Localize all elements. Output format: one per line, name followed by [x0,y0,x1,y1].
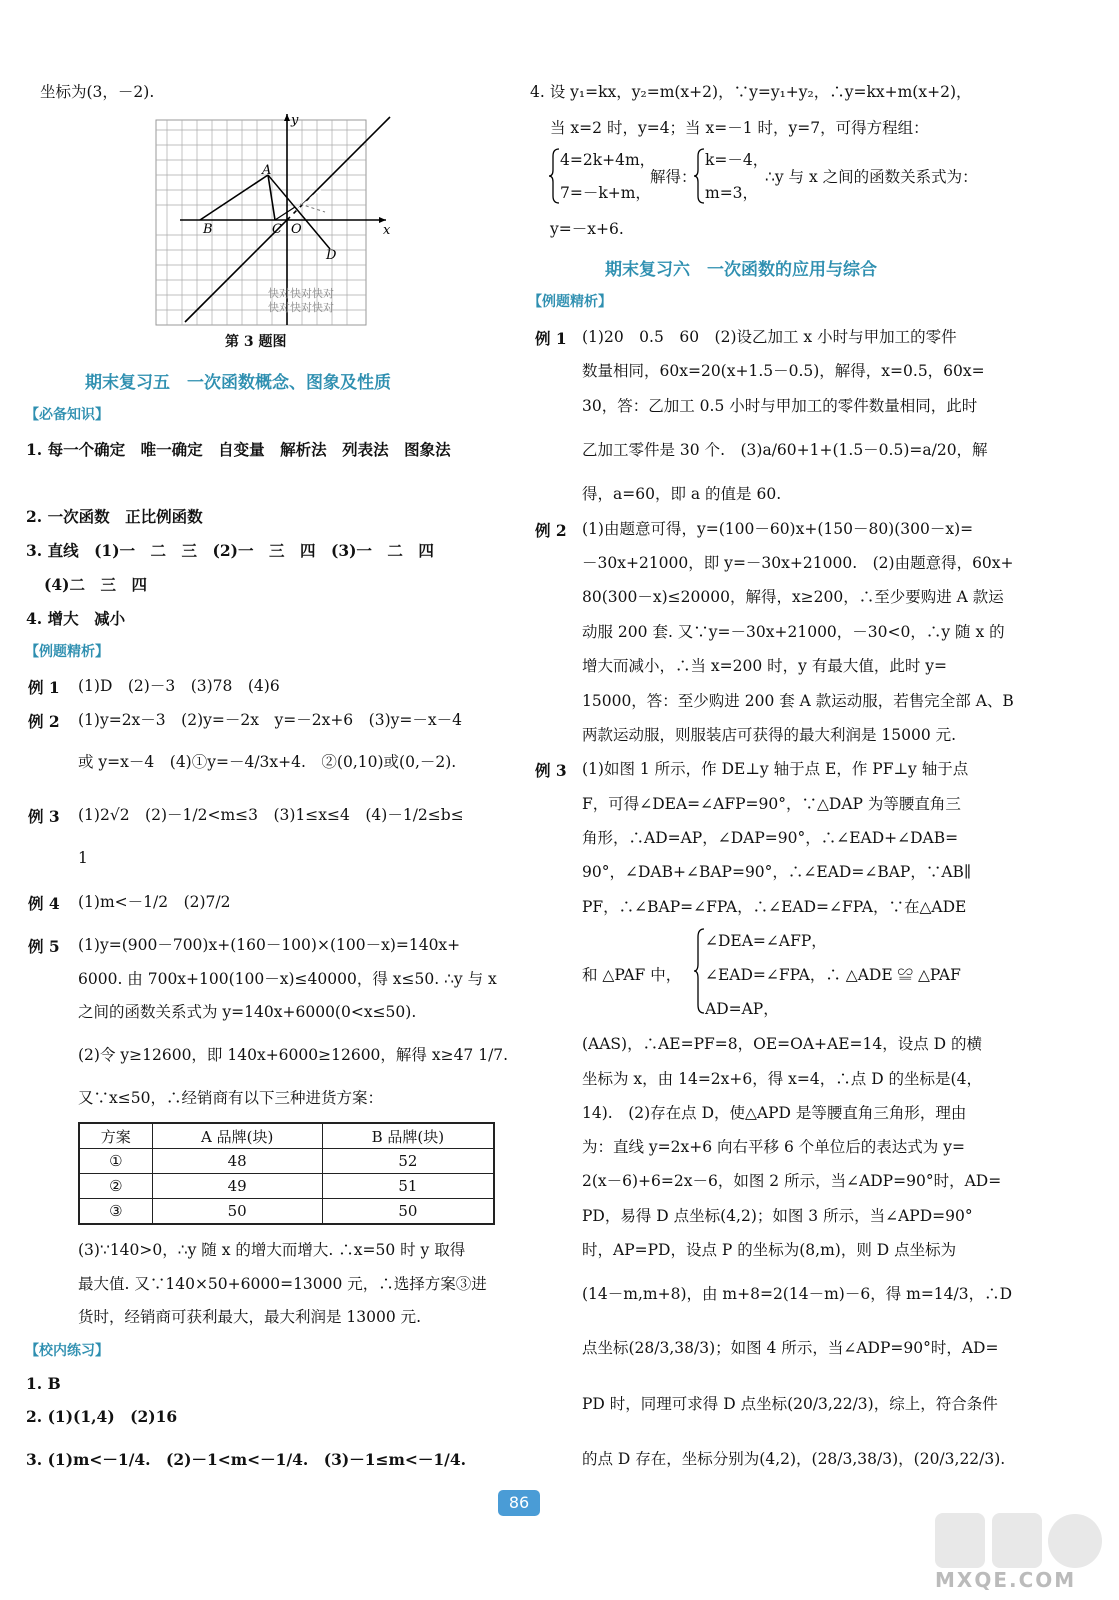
example-label: 例 4 [28,894,60,913]
label-c: C [272,222,282,237]
text-line: 1 [78,849,88,867]
text-line: ∠DEA=∠AFP， [705,932,827,950]
text-line: 又∵x≤50，∴经销商有以下三种进货方案： [78,1089,383,1107]
example-label: 例 1 [535,329,567,348]
table-cell: ③ [79,1199,152,1225]
text-line: 4=2k+4m， [560,151,656,169]
example-label: 例 2 [28,712,60,731]
label-o: O [291,222,302,237]
text-line: (1)D (2)－3 (3)78 (4)6 [78,677,280,695]
coordinate-figure [150,112,400,327]
text-line: 增大而减小，∴当 x=200 时，y 有最大值，此时 y= [582,657,948,675]
text-line: 乙加工零件是 30 个. (3)a/60+1+(1.5－0.5)=a/20，解 [582,441,988,459]
text-line: k=－4， [705,151,769,169]
table-cell: 52 [322,1149,494,1174]
section-tag: 【必备知识】 [25,407,109,423]
text-line: 3. 直线 (1)一 二 三 (2)一 三 四 (3)一 二 四 [26,541,434,560]
text-line: 的点 D 存在，坐标分别为(4,2)，(28/3,38/3)，(20/3,22/3). [582,1450,1006,1468]
text-line: 之间的函数关系式为 y=140x+6000(0<x≤50). [78,1003,417,1021]
plan-table [78,1122,495,1225]
text-line: PF，∴∠BAP=∠FPA，∴∠EAD=∠FPA，∵在△ADE [582,898,967,916]
text-line: 时，AP=PD，设点 P 的坐标为(8,m)，则 D 点坐标为 [582,1241,957,1259]
text-line: 30，答：乙加工 0.5 小时与甲加工的零件数量相同，此时 [582,397,978,415]
text-line: (4)二 三 四 [44,575,147,594]
text-line: 14). (2)存在点 D，使△APD 是等腰直角三角形，理由 [582,1104,967,1122]
text-line: 为：直线 y=2x+6 向右平移 6 个单位后的表达式为 y= [582,1138,965,1156]
text-line: (2)令 y≥12600，即 140x+6000≥12600，解得 x≥47 1/7. [78,1046,509,1064]
text-line: 货时，经销商可获利最大，最大利润是 13000 元. [78,1308,422,1326]
label-x: x [383,223,391,238]
text-line: 80(300－x)≤20000，解得，x≥200，∴至少要购进 A 款运 [582,588,1004,606]
label-a: A [262,163,272,178]
figure-watermark: 快对快对快对 [268,301,334,314]
example-label: 例 2 [535,521,567,540]
text-line: 4. 增大 减小 [26,609,126,628]
text-line: (1)m<－1/2 (2)7/2 [78,893,231,911]
text-line: 1. B [26,1374,61,1393]
table-row [79,1199,494,1225]
text-line: 3. (1)m<－1/4. (2)－1<m<－1/4. (3)－1≤m<－1/4. [26,1450,467,1469]
table-header: A 品牌(块) [152,1123,322,1149]
text-line: 7=－k+m， [560,184,651,202]
table-cell: 51 [322,1174,494,1199]
text-line: 90°，∠DAB+∠BAP=90°，∴∠EAD=∠BAP，∵AB∥ [582,863,972,881]
section-tag: 【校内练习】 [25,1343,109,1359]
label-d: D [326,248,337,263]
table-cell: 50 [152,1199,322,1225]
label-y: y [291,113,299,128]
text-line: 两款运动服，则服装店可获得的最大利润是 15000 元. [582,726,957,744]
brace-icon [693,928,705,1014]
text-line: 点坐标(28/3,38/3)；如图 4 所示，当∠ADP=90°时，AD= [582,1339,999,1357]
table-header: B 品牌(块) [322,1123,494,1149]
text-line: 和 △PAF 中， [582,966,682,984]
text-line: (1)20 0.5 60 (2)设乙加工 x 小时与甲加工的零件 [582,328,957,346]
text-line: (1)y=2x－3 (2)y=－2x y=－2x+6 (3)y=－x－4 [78,711,462,729]
text-line: (1)y=(900－700)x+(160－100)×(100－x)=140x+ [78,936,461,954]
text-line: －30x+21000，即 y=－30x+21000. (2)由题意得，60x+ [582,554,1014,572]
table-cell: ① [79,1149,152,1174]
section-title: 期末复习五 一次函数概念、图象及性质 [85,373,391,393]
text-line: 或 y=x－4 (4)①y=－4/3x+4. ②(0,10)或(0,－2). [78,753,457,771]
text-line: 6000. 由 700x+100(100－x)≤40000，得 x≤50. ∴y 与 x [78,970,497,988]
text-line: 动服 200 套. 又∵y=－30x+21000，－30<0，∴y 随 x 的 [582,623,1005,641]
table-cell: 48 [152,1149,322,1174]
text-line: y=－x+6. [550,220,624,238]
text-line: ∠EAD=∠FPA，∴ △ADE ≌ △PAF [705,966,961,984]
example-label: 例 1 [28,678,60,697]
text-line: AD=AP， [705,1000,779,1018]
text-line: 数量相同，60x=20(x+1.5－0.5)，解得，x=0.5，60x= [582,362,985,380]
text-line: F，可得∠DEA=∠AFP=90°，∵△DAP 为等腰直角三 [582,795,961,813]
page-number: 86 [498,1490,540,1516]
example-label: 例 5 [28,937,60,956]
section-tag: 【例题精析】 [528,294,612,310]
text-line: 解得： [650,168,697,186]
table-row [79,1149,494,1174]
table-row [79,1174,494,1199]
text-line: (AAS)，∴AE=PF=8，OE=OA+AE=14，设点 D 的横 [582,1035,983,1053]
text-line: (1)如图 1 所示，作 DE⊥y 轴于点 E，作 PF⊥y 轴于点 [582,760,969,778]
text-line: (14－m,m+8)，由 m+8=2(14－m)－6，得 m=14/3，∴D [582,1285,1013,1303]
text-line: 4. 设 y₁=kx，y₂=m(x+2)，∵y=y₁+y₂，∴y=kx+m(x+2)， [530,83,972,101]
text-line: 1. 每一个确定 唯一确定 自变量 解析法 列表法 图象法 [26,440,451,459]
text-line: 2(x－6)+6=2x－6，如图 2 所示，当∠ADP=90°时，AD= [582,1172,1002,1190]
watermark-text: MXQE.COM [935,1568,1077,1592]
text-line: ∴y 与 x 之间的函数关系式为： [765,168,978,186]
table-cell: 50 [322,1199,494,1225]
table-cell: 49 [152,1174,322,1199]
figure-caption: 第 3 题图 [225,334,287,350]
text-line: 最大值. 又∵140×50+6000=13000 元，∴选择方案③进 [78,1275,487,1293]
text-line: 坐标为(3，－2). [40,83,155,101]
text-line: 2. (1)(1,4) (2)16 [26,1407,178,1426]
table-header: 方案 [79,1123,152,1149]
text-line: 角形，∴AD=AP，∠DAP=90°，∴∠EAD+∠DAB= [582,829,959,847]
text-line: 15000，答：至少购进 200 套 A 款运动服，若售完全部 A、B [582,692,1014,710]
text-line: 2. 一次函数 正比例函数 [26,507,203,526]
text-line: PD 时，同理可求得 D 点坐标(20/3,22/3)，综上，符合条件 [582,1395,998,1413]
text-line: 坐标为 x，由 14=2x+6，得 x=4，∴点 D 的坐标是(4， [582,1070,982,1088]
brace-icon [693,148,705,204]
text-line: (1)2√2 (2)－1/2<m≤3 (3)1≤x≤4 (4)－1/2≤b≤ [78,806,464,824]
text-line: 得，a=60，即 a 的值是 60. [582,485,782,503]
brace-icon [548,148,560,204]
text-line: m=3， [705,184,759,202]
label-b: B [203,222,213,237]
section-title: 期末复习六 一次函数的应用与综合 [605,260,877,280]
section-tag: 【例题精析】 [25,644,109,660]
text-line: 当 x=2 时，y=4；当 x=－1 时，y=7，可得方程组： [550,119,929,137]
text-line: (3)∵140>0，∴y 随 x 的增大而增大. ∴x=50 时 y 取得 [78,1241,466,1259]
figure-watermark: 快对快对快对 [268,287,334,300]
table-cell: ② [79,1174,152,1199]
text-line: (1)由题意可得，y=(100－60)x+(150－80)(300－x)= [582,520,974,538]
text-line: PD，易得 D 点坐标(4,2)；如图 3 所示，当∠APD=90° [582,1207,973,1225]
example-label: 例 3 [535,761,567,780]
example-label: 例 3 [28,807,60,826]
